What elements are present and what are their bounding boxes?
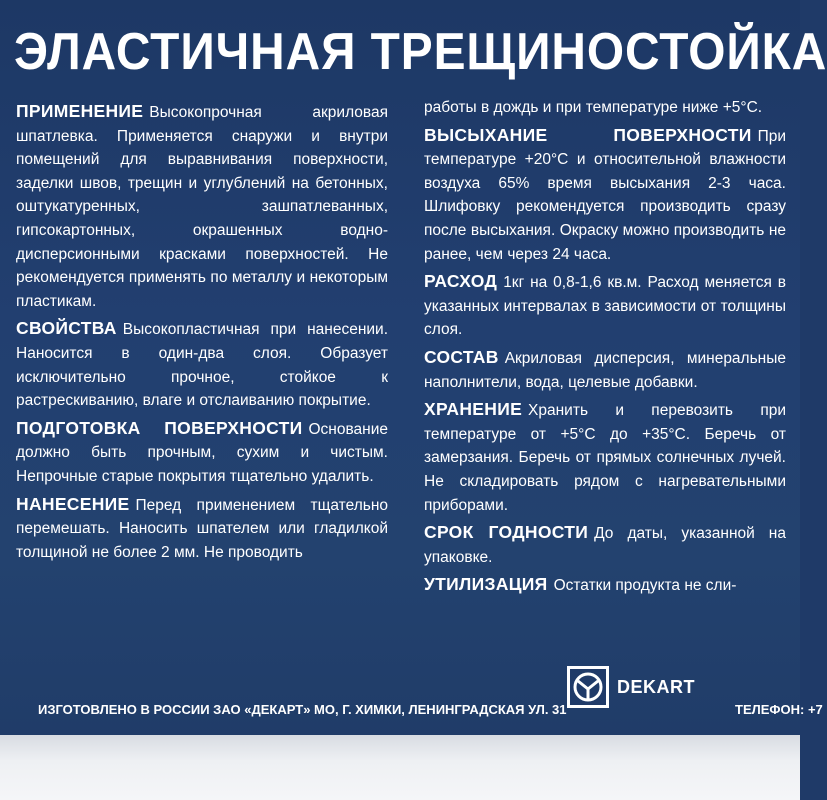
section-shelf-life bbox=[424, 521, 786, 569]
section-text: До даты, указанной на упаковке. bbox=[424, 525, 786, 566]
section-application-method bbox=[16, 493, 388, 565]
section-text: При температуре +20°С и относительной влажности воздуха 65% время высыхания 2-3 часа. Шлифовку рекомендуется производить сразу после высыхания. Окраску можно производить не ранее, чем через 24 часа. bbox=[424, 127, 786, 263]
section-text: Основание должно быть прочным, сухим и чистым. Непрочные старые покрытия тщательно удалить. bbox=[16, 420, 388, 485]
section-heading: НАНЕСЕНИЕ bbox=[16, 493, 130, 514]
section-text: Перед применением тщательно перемешать. Наносить шпателем или гладилкой толщиной не более 2 мм. Не проводить bbox=[16, 496, 388, 561]
section-text: Остатки продукта не сли- bbox=[553, 577, 737, 595]
manufacturer-address: ИЗГОТОВЛЕНО В РОССИИ ЗАО «ДЕКАРТ» МО, Г. ХИМКИ, ЛЕНИНГРАДСКАЯ УЛ. 31 bbox=[38, 702, 567, 717]
section-heading: ВЫСЫХАНИЕ ПОВЕРХНОСТИ bbox=[424, 124, 752, 145]
section-consumption bbox=[424, 270, 786, 342]
section-heading: УТИЛИЗАЦИЯ bbox=[424, 574, 548, 595]
section-surface-preparation bbox=[16, 417, 388, 489]
container-rim bbox=[0, 735, 800, 800]
section-continuation bbox=[424, 96, 786, 120]
dekart-emblem-icon bbox=[570, 669, 606, 705]
section-heading: СОСТАВ bbox=[424, 346, 499, 367]
section-heading: ПРИМЕНЕНИЕ bbox=[16, 101, 144, 121]
section-drying bbox=[424, 124, 786, 267]
product-title: ЭЛАСТИЧНАЯ ТРЕЩИНОСТОЙКА bbox=[14, 23, 827, 81]
section-heading: РАСХОД bbox=[424, 271, 498, 292]
section-heading: СВОЙСТВА bbox=[16, 318, 117, 339]
section-composition bbox=[424, 346, 786, 394]
section-storage bbox=[424, 398, 786, 517]
section-text: Хранить и перевозить при температуре от +5°С до +35°С. Беречь от замерзания. Беречь от прямых солнечных лучей. Не складировать рядом с нагревательными приборами. bbox=[424, 402, 786, 514]
section-disposal bbox=[424, 573, 786, 598]
phone-label: ТЕЛЕФОН: +7 bbox=[735, 702, 823, 717]
brand-logo bbox=[567, 666, 695, 708]
brand-name: DEKART bbox=[617, 676, 695, 697]
section-text: Высокопрочная акриловая шпатлевка. Применяется снаружи и внутри помещений для выравнивания поверхности, заделки швов, трещин и углублений на бетонных, оштукатуренных, зашпатлеванных, гипсокартонных, окрашенных водно-дисперсионными красками поверхностей. Не рекомендуется применять по металлу и некоторым пластикам. bbox=[16, 104, 388, 310]
section-text: Акриловая дисперсия, минеральные наполнители, вода, целевые добавки. bbox=[424, 349, 786, 391]
section-text: работы в дождь и при температуре ниже +5°С. bbox=[424, 99, 763, 116]
section-text: 1кг на 0,8-1,6 кв.м. Расход меняется в указанных интервалах в зависимости от толщины слоя. bbox=[424, 274, 786, 339]
section-text: Высокопластичная при нанесении. Наносится в один-два слоя. Образует исключительно прочное, стойкое к растрескиванию, влаге и отслаиванию покрытие. bbox=[16, 321, 388, 410]
section-heading: ХРАНЕНИЕ bbox=[424, 399, 523, 420]
dekart-logo-icon bbox=[567, 666, 609, 708]
section-heading: СРОК ГОДНОСТИ bbox=[424, 522, 589, 543]
section-properties bbox=[16, 317, 388, 412]
right-column bbox=[424, 96, 786, 602]
left-column bbox=[16, 100, 388, 568]
section-application bbox=[16, 100, 388, 313]
section-heading: ПОДГОТОВКА ПОВЕРХНОСТИ bbox=[16, 417, 303, 438]
